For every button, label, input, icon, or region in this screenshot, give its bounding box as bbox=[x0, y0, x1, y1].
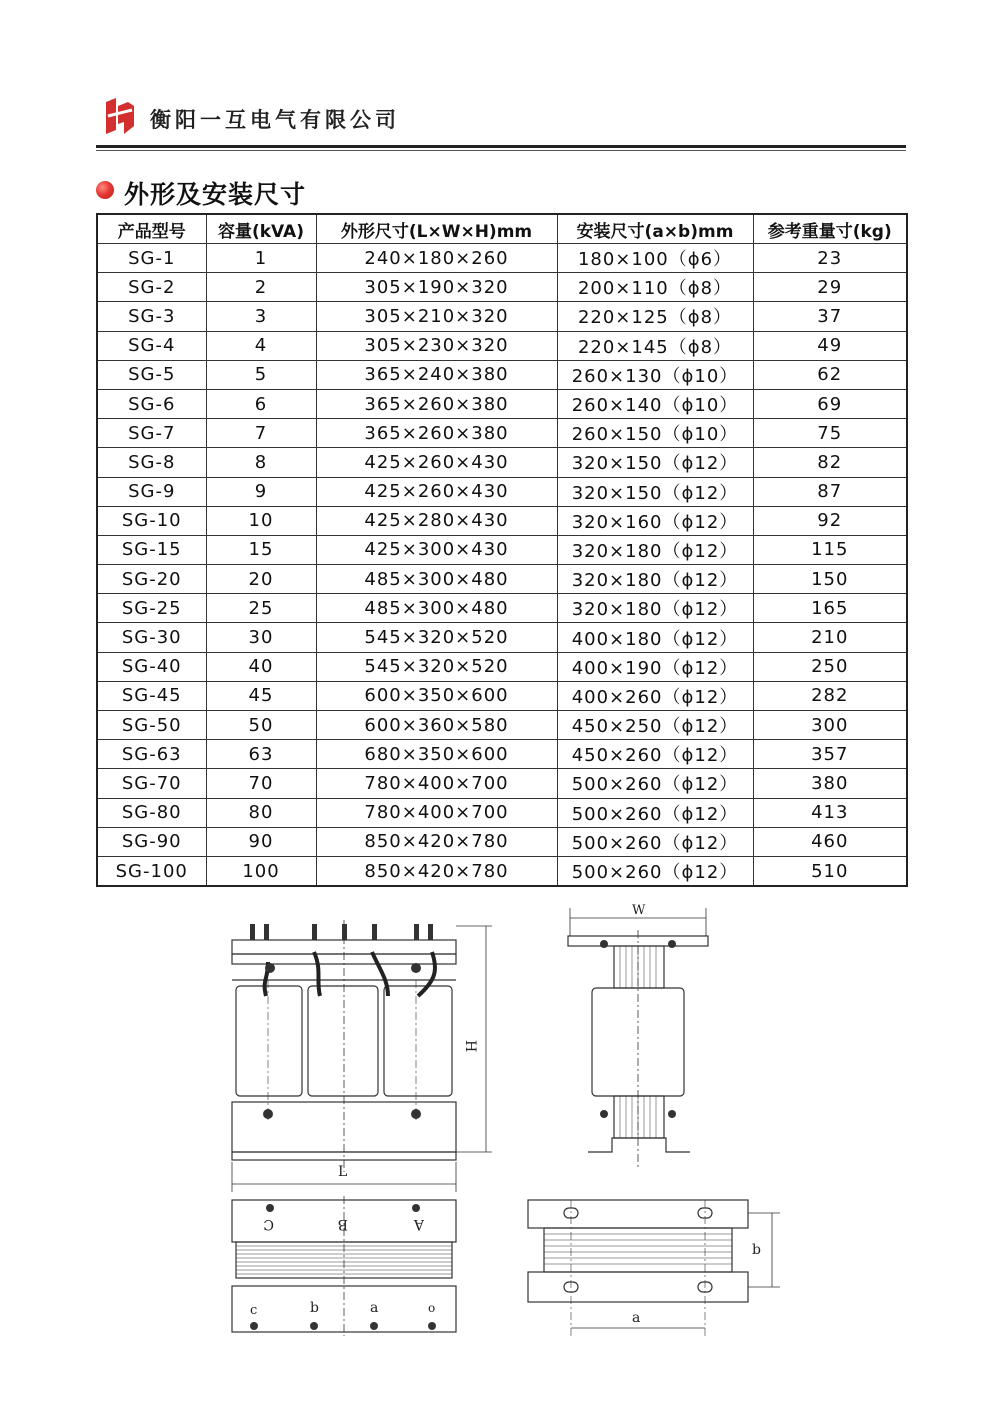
label-w: W bbox=[632, 903, 646, 918]
cell-mounting: 180×100（ϕ6） bbox=[557, 244, 753, 273]
cell-model: SG-4 bbox=[97, 331, 206, 360]
table-row bbox=[97, 419, 907, 448]
cell-weight: 460 bbox=[753, 827, 907, 856]
table-row bbox=[97, 331, 907, 360]
cell-dimensions: 680×350×600 bbox=[316, 740, 557, 769]
cell-capacity: 6 bbox=[206, 389, 316, 418]
cell-model: SG-30 bbox=[97, 623, 206, 652]
label-b-upper: B bbox=[337, 1216, 348, 1232]
cell-mounting: 320×150（ϕ12） bbox=[557, 448, 753, 477]
table-header-row bbox=[97, 214, 907, 244]
cell-mounting: 260×130（ϕ10） bbox=[557, 360, 753, 389]
cell-dimensions: 545×320×520 bbox=[316, 652, 557, 681]
cell-capacity: 20 bbox=[206, 565, 316, 594]
label-a: a bbox=[632, 1310, 641, 1326]
header-rule bbox=[96, 145, 906, 148]
table-row bbox=[97, 594, 907, 623]
cell-weight: 92 bbox=[753, 506, 907, 535]
cell-weight: 62 bbox=[753, 360, 907, 389]
cell-model: SG-8 bbox=[97, 448, 206, 477]
table-row bbox=[97, 506, 907, 535]
cell-mounting: 260×140（ϕ10） bbox=[557, 389, 753, 418]
cell-model: SG-10 bbox=[97, 506, 206, 535]
cell-dimensions: 305×230×320 bbox=[316, 331, 557, 360]
company-logo-icon bbox=[102, 96, 138, 136]
cell-capacity: 8 bbox=[206, 448, 316, 477]
table-row bbox=[97, 623, 907, 652]
header-rule-thin bbox=[96, 150, 906, 151]
cell-mounting: 500×260（ϕ12） bbox=[557, 798, 753, 827]
cell-mounting: 220×125（ϕ8） bbox=[557, 302, 753, 331]
cell-capacity: 100 bbox=[206, 856, 316, 886]
cell-dimensions: 305×210×320 bbox=[316, 302, 557, 331]
cell-weight: 49 bbox=[753, 331, 907, 360]
table-row bbox=[97, 740, 907, 769]
transformer-drawings bbox=[0, 900, 1000, 1360]
base-view-drawing bbox=[528, 1200, 780, 1336]
cell-capacity: 10 bbox=[206, 506, 316, 535]
table-row bbox=[97, 769, 907, 798]
table-row bbox=[97, 360, 907, 389]
cell-mounting: 320×180（ϕ12） bbox=[557, 565, 753, 594]
table-row bbox=[97, 652, 907, 681]
cell-weight: 115 bbox=[753, 535, 907, 564]
cell-dimensions: 365×260×380 bbox=[316, 419, 557, 448]
side-view-drawing bbox=[568, 903, 708, 1168]
label-b: b bbox=[752, 1242, 761, 1258]
table-row bbox=[97, 244, 907, 273]
cell-weight: 29 bbox=[753, 273, 907, 302]
cell-capacity: 50 bbox=[206, 711, 316, 740]
cell-dimensions: 305×190×320 bbox=[316, 273, 557, 302]
cell-dimensions: 485×300×480 bbox=[316, 565, 557, 594]
cell-capacity: 4 bbox=[206, 331, 316, 360]
table-row bbox=[97, 565, 907, 594]
cell-weight: 23 bbox=[753, 244, 907, 273]
cell-dimensions: 425×300×430 bbox=[316, 535, 557, 564]
cell-weight: 87 bbox=[753, 477, 907, 506]
cell-model: SG-7 bbox=[97, 419, 206, 448]
cell-model: SG-90 bbox=[97, 827, 206, 856]
column-header-mounting: 安装尺寸(a×b)mm bbox=[557, 214, 753, 244]
cell-dimensions: 780×400×700 bbox=[316, 798, 557, 827]
column-header-capacity: 容量(kVA) bbox=[206, 214, 316, 244]
table-row bbox=[97, 273, 907, 302]
table-row bbox=[97, 477, 907, 506]
cell-mounting: 400×180（ϕ12） bbox=[557, 623, 753, 652]
label-a-upper: A bbox=[413, 1216, 424, 1232]
cell-model: SG-50 bbox=[97, 711, 206, 740]
spec-table bbox=[96, 213, 908, 887]
table-row bbox=[97, 798, 907, 827]
cell-mounting: 260×150（ϕ10） bbox=[557, 419, 753, 448]
cell-weight: 150 bbox=[753, 565, 907, 594]
cell-capacity: 30 bbox=[206, 623, 316, 652]
cell-dimensions: 365×260×380 bbox=[316, 389, 557, 418]
cell-mounting: 320×180（ϕ12） bbox=[557, 594, 753, 623]
cell-model: SG-1 bbox=[97, 244, 206, 273]
cell-dimensions: 485×300×480 bbox=[316, 594, 557, 623]
cell-model: SG-45 bbox=[97, 681, 206, 710]
cell-mounting: 320×180（ϕ12） bbox=[557, 535, 753, 564]
cell-weight: 300 bbox=[753, 711, 907, 740]
table-row bbox=[97, 302, 907, 331]
cell-mounting: 450×250（ϕ12） bbox=[557, 711, 753, 740]
cell-capacity: 2 bbox=[206, 273, 316, 302]
cell-dimensions: 545×320×520 bbox=[316, 623, 557, 652]
cell-capacity: 45 bbox=[206, 681, 316, 710]
cell-dimensions: 425×260×430 bbox=[316, 477, 557, 506]
cell-weight: 380 bbox=[753, 769, 907, 798]
cell-mounting: 450×260（ϕ12） bbox=[557, 740, 753, 769]
table-row bbox=[97, 711, 907, 740]
cell-weight: 413 bbox=[753, 798, 907, 827]
cell-dimensions: 365×240×380 bbox=[316, 360, 557, 389]
cell-model: SG-6 bbox=[97, 389, 206, 418]
table-row bbox=[97, 856, 907, 886]
cell-weight: 69 bbox=[753, 389, 907, 418]
column-header-dimensions: 外形尺寸(L×W×H)mm bbox=[316, 214, 557, 244]
cell-model: SG-20 bbox=[97, 565, 206, 594]
label-term-o: o bbox=[428, 1301, 436, 1315]
page-header bbox=[100, 96, 906, 146]
cell-capacity: 5 bbox=[206, 360, 316, 389]
cell-model: SG-2 bbox=[97, 273, 206, 302]
column-header-weight: 参考重量寸(kg) bbox=[753, 214, 907, 244]
label-h: H bbox=[462, 1040, 478, 1053]
cell-mounting: 400×190（ϕ12） bbox=[557, 652, 753, 681]
table-row bbox=[97, 535, 907, 564]
cell-dimensions: 850×420×780 bbox=[316, 827, 557, 856]
cell-model: SG-9 bbox=[97, 477, 206, 506]
cell-weight: 37 bbox=[753, 302, 907, 331]
cell-weight: 510 bbox=[753, 856, 907, 886]
cell-model: SG-70 bbox=[97, 769, 206, 798]
cell-mounting: 320×160（ϕ12） bbox=[557, 506, 753, 535]
cell-capacity: 80 bbox=[206, 798, 316, 827]
cell-capacity: 7 bbox=[206, 419, 316, 448]
cell-weight: 357 bbox=[753, 740, 907, 769]
cell-dimensions: 240×180×260 bbox=[316, 244, 557, 273]
cell-capacity: 3 bbox=[206, 302, 316, 331]
cell-capacity: 90 bbox=[206, 827, 316, 856]
cell-model: SG-80 bbox=[97, 798, 206, 827]
cell-dimensions: 780×400×700 bbox=[316, 769, 557, 798]
column-header-model: 产品型号 bbox=[97, 214, 206, 244]
cell-dimensions: 425×260×430 bbox=[316, 448, 557, 477]
cell-model: SG-5 bbox=[97, 360, 206, 389]
cell-mounting: 220×145（ϕ8） bbox=[557, 331, 753, 360]
cell-capacity: 9 bbox=[206, 477, 316, 506]
cell-weight: 210 bbox=[753, 623, 907, 652]
cell-mounting: 320×150（ϕ12） bbox=[557, 477, 753, 506]
cell-capacity: 1 bbox=[206, 244, 316, 273]
bullet-icon bbox=[96, 181, 114, 199]
table-row bbox=[97, 681, 907, 710]
cell-model: SG-15 bbox=[97, 535, 206, 564]
label-term-c: c bbox=[250, 1303, 258, 1318]
label-term-a: a bbox=[370, 1300, 379, 1316]
label-c-upper: C bbox=[263, 1216, 274, 1232]
cell-dimensions: 850×420×780 bbox=[316, 856, 557, 886]
cell-capacity: 40 bbox=[206, 652, 316, 681]
cell-mounting: 500×260（ϕ12） bbox=[557, 769, 753, 798]
top-view-drawing bbox=[232, 1196, 456, 1336]
company-name: 衡阳一互电气有限公司 bbox=[150, 108, 400, 132]
cell-capacity: 25 bbox=[206, 594, 316, 623]
label-term-b: b bbox=[310, 1300, 319, 1316]
table-body bbox=[97, 244, 907, 887]
table-row bbox=[97, 389, 907, 418]
label-l: L bbox=[338, 1164, 348, 1180]
cell-weight: 282 bbox=[753, 681, 907, 710]
cell-model: SG-3 bbox=[97, 302, 206, 331]
cell-weight: 165 bbox=[753, 594, 907, 623]
cell-capacity: 63 bbox=[206, 740, 316, 769]
cell-weight: 82 bbox=[753, 448, 907, 477]
table-row bbox=[97, 448, 907, 477]
section-title: 外形及安装尺寸 bbox=[124, 180, 307, 209]
cell-weight: 250 bbox=[753, 652, 907, 681]
cell-model: SG-100 bbox=[97, 856, 206, 886]
cell-capacity: 15 bbox=[206, 535, 316, 564]
cell-dimensions: 600×350×600 bbox=[316, 681, 557, 710]
front-view-drawing bbox=[232, 920, 492, 1192]
cell-mounting: 400×260（ϕ12） bbox=[557, 681, 753, 710]
cell-mounting: 200×110（ϕ8） bbox=[557, 273, 753, 302]
cell-capacity: 70 bbox=[206, 769, 316, 798]
cell-mounting: 500×260（ϕ12） bbox=[557, 827, 753, 856]
table-row bbox=[97, 827, 907, 856]
cell-dimensions: 600×360×580 bbox=[316, 711, 557, 740]
cell-model: SG-25 bbox=[97, 594, 206, 623]
cell-model: SG-63 bbox=[97, 740, 206, 769]
cell-model: SG-40 bbox=[97, 652, 206, 681]
cell-mounting: 500×260（ϕ12） bbox=[557, 856, 753, 886]
cell-dimensions: 425×280×430 bbox=[316, 506, 557, 535]
cell-weight: 75 bbox=[753, 419, 907, 448]
